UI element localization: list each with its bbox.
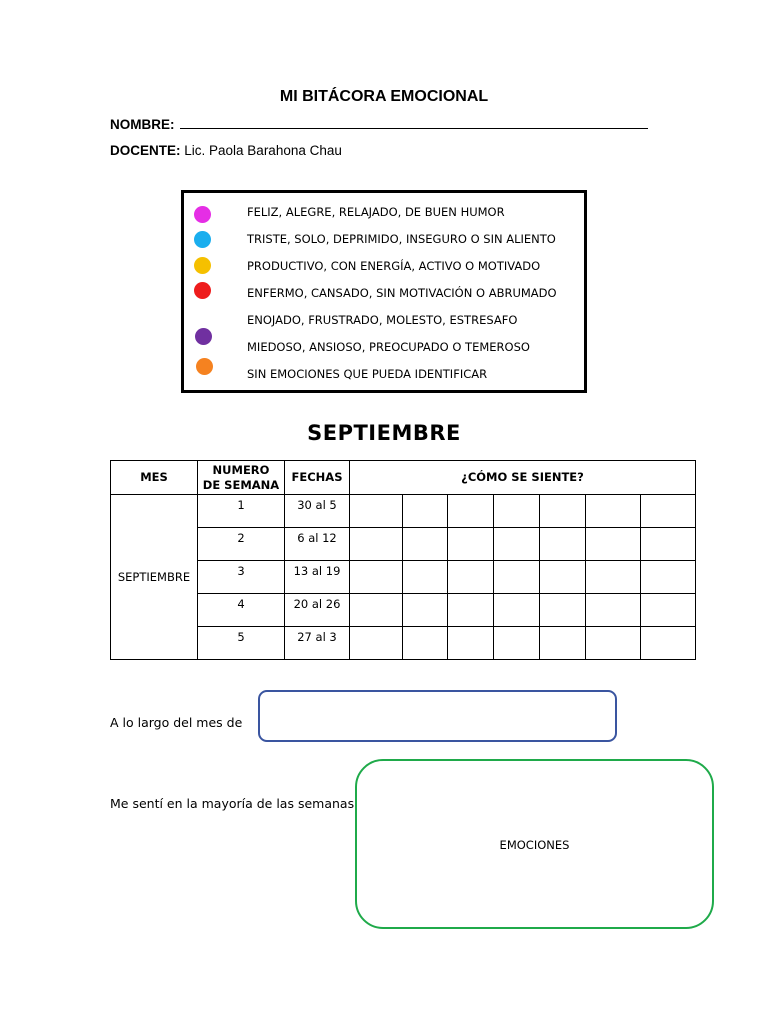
emotion-cell[interactable] [448,627,494,660]
header-numero-semana [198,461,285,495]
semana-cell: 1 [198,495,285,528]
fechas-cell: 6 al 12 [285,528,350,561]
header-como-se-siente: ¿CÓMO SE SIENTE? [350,461,696,495]
emotion-cell[interactable] [403,528,448,561]
nombre-line [110,116,648,132]
header-fechas: FECHAS [285,461,350,495]
header-numero-line2: DE SEMANA [202,477,280,492]
emotions-box-label: EMOCIONES [499,838,570,852]
legend-dot-pink [194,206,211,223]
emotion-cell[interactable] [494,528,540,561]
semana-cell: 3 [198,561,285,594]
page-title: MI BITÁCORA EMOCIONAL [279,88,489,105]
semana-cell: 4 [198,594,285,627]
emotion-cell[interactable] [494,627,540,660]
emotions-answer-box[interactable] [355,759,714,929]
nombre-blank[interactable] [180,116,648,129]
legend-label: TRISTE, SOLO, DEPRIMIDO, INSEGURO O SIN ALIENTO [247,232,556,246]
emotion-cell[interactable] [586,528,641,561]
legend-dot-yellow [194,257,211,274]
legend-label: ENOJADO, FRUSTRADO, MOLESTO, ESTRESAFO [247,313,518,327]
emotion-cell[interactable] [641,495,696,528]
mes-cell: SEPTIEMBRE [111,495,198,660]
nombre-label: NOMBRE: [110,117,175,132]
fechas-cell: 27 al 3 [285,627,350,660]
emotion-cell[interactable] [350,528,403,561]
docente-value: Lic. Paola Barahona Chau [184,143,342,158]
emotion-cell[interactable] [641,627,696,660]
month-title: SEPTIEMBRE [307,421,461,445]
emotion-cell[interactable] [403,495,448,528]
legend-label: ENFERMO, CANSADO, SIN MOTIVACIÓN O ABRUMADO [247,286,557,300]
header-numero-line1: NUMERO [212,462,270,477]
semana-cell: 2 [198,528,285,561]
emotion-cell[interactable] [586,627,641,660]
legend-label: SIN EMOCIONES QUE PUEDA IDENTIFICAR [247,367,488,381]
weekly-emotion-table [110,460,696,660]
emotion-cell[interactable] [448,495,494,528]
legend-dot-blue [194,231,211,248]
fechas-cell: 30 al 5 [285,495,350,528]
emotion-cell[interactable] [641,561,696,594]
emotion-cell[interactable] [350,594,403,627]
emotion-cell[interactable] [540,594,586,627]
reflection-question-month: A lo largo del mes de [110,715,243,730]
emotion-cell[interactable] [494,561,540,594]
emotion-cell[interactable] [586,495,641,528]
emotion-cell[interactable] [586,594,641,627]
emotion-cell[interactable] [448,594,494,627]
emotion-cell[interactable] [641,528,696,561]
emotion-cell[interactable] [350,561,403,594]
emotion-cell[interactable] [540,561,586,594]
fechas-cell: 20 al 26 [285,594,350,627]
legend-label: FELIZ, ALEGRE, RELAJADO, DE BUEN HUMOR [247,205,505,219]
emotion-cell[interactable] [494,594,540,627]
reflection-question-weeks: Me sentí en la mayoría de las semanas: [110,796,359,811]
emotion-cell[interactable] [641,594,696,627]
emotion-cell[interactable] [540,627,586,660]
emotion-cell[interactable] [403,594,448,627]
docente-line [110,143,342,158]
emotion-cell[interactable] [494,495,540,528]
emotion-cell[interactable] [403,561,448,594]
docente-label: DOCENTE: [110,143,181,158]
emotion-cell[interactable] [540,495,586,528]
emotion-cell[interactable] [586,561,641,594]
emotion-cell[interactable] [540,528,586,561]
month-answer-box[interactable] [258,690,617,742]
header-mes: MES [111,461,198,495]
legend-dot-purple [195,328,212,345]
emotion-cell[interactable] [403,627,448,660]
legend-dot-orange [196,358,213,375]
semana-cell: 5 [198,627,285,660]
emotion-legend [181,190,587,393]
legend-dot-red [194,282,211,299]
emotion-cell[interactable] [448,528,494,561]
emotion-cell[interactable] [350,627,403,660]
legend-label: MIEDOSO, ANSIOSO, PREOCUPADO O TEMEROSO [247,340,530,354]
emotion-cell[interactable] [448,561,494,594]
fechas-cell: 13 al 19 [285,561,350,594]
emotion-cell[interactable] [350,495,403,528]
legend-label: PRODUCTIVO, CON ENERGÍA, ACTIVO O MOTIVADO [247,259,541,273]
